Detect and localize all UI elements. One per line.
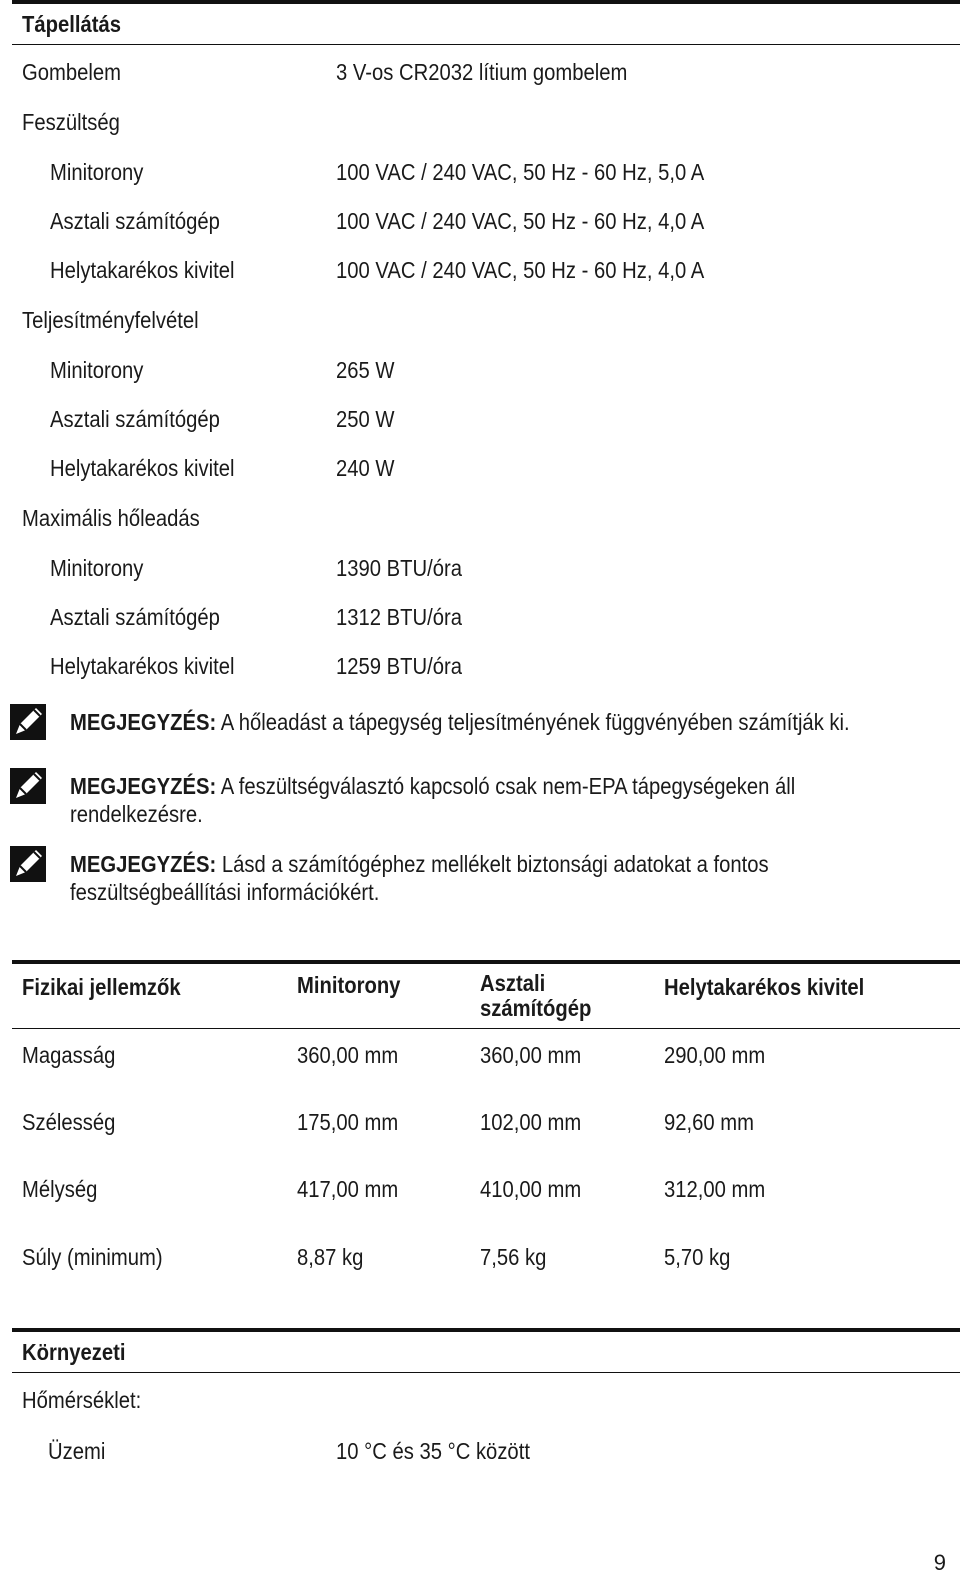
note-pencil-icon bbox=[8, 702, 48, 742]
temperature-label: Hőmérséklet: bbox=[22, 1387, 142, 1413]
power-section-top-rule bbox=[12, 0, 960, 4]
power-section-title: Tápellátás bbox=[22, 11, 121, 37]
heat-row-value: 1259 BTU/óra bbox=[336, 653, 463, 679]
heat-row-label: Asztali számítógép bbox=[50, 604, 220, 630]
note-prefix: MEGJEGYZÉS: bbox=[70, 709, 217, 735]
voltage-row-label: Helytakarékos kivitel bbox=[50, 257, 235, 283]
heat-label: Maximális hőleadás bbox=[22, 505, 200, 531]
note-heat-dissipation bbox=[70, 708, 950, 736]
note-pencil-icon bbox=[8, 844, 48, 884]
voltage-row-value: 100 VAC / 240 VAC, 50 Hz - 60 Hz, 4,0 A bbox=[336, 257, 705, 283]
wattage-row-value: 265 W bbox=[336, 357, 395, 383]
table-cell: 92,60 mm bbox=[664, 1109, 754, 1135]
table-cell: 360,00 mm bbox=[480, 1042, 582, 1068]
table-cell: 102,00 mm bbox=[480, 1109, 582, 1135]
operating-label: Üzemi bbox=[48, 1438, 106, 1464]
environment-header-rule bbox=[12, 1372, 960, 1373]
heat-row-value: 1390 BTU/óra bbox=[336, 555, 463, 581]
table-cell: 417,00 mm bbox=[297, 1176, 399, 1202]
wattage-label: Teljesítményfelvétel bbox=[22, 307, 199, 333]
table-cell: Súly (minimum) bbox=[22, 1244, 163, 1270]
table-cell: 410,00 mm bbox=[480, 1176, 582, 1202]
environment-section-top-rule bbox=[12, 1328, 960, 1332]
physical-header-rule bbox=[12, 1028, 960, 1029]
voltage-row-value: 100 VAC / 240 VAC, 50 Hz - 60 Hz, 4,0 A bbox=[336, 208, 705, 234]
voltage-label: Feszültség bbox=[22, 109, 120, 135]
operating-value: 10 °C és 35 °C között bbox=[336, 1438, 530, 1464]
table-cell: 7,56 kg bbox=[480, 1244, 547, 1270]
note-voltage-switch bbox=[70, 772, 950, 828]
table-cell: 8,87 kg bbox=[297, 1244, 364, 1270]
physical-header-col-0: Fizikai jellemzők bbox=[22, 974, 181, 1000]
table-cell: 175,00 mm bbox=[297, 1109, 399, 1135]
note-text: A hőleadást a tápegység teljesítményének függvényében számítják ki. bbox=[216, 709, 850, 735]
table-cell: Szélesség bbox=[22, 1109, 116, 1135]
note-prefix: MEGJEGYZÉS: bbox=[70, 773, 217, 799]
physical-header-col-1: Minitorony bbox=[297, 972, 401, 998]
environment-section-title: Környezeti bbox=[22, 1339, 126, 1365]
note-text: Lásd a számítógéphez mellékelt biztonsági adatokat a fontos feszültségbeállítási információkért. bbox=[70, 851, 769, 905]
physical-header-col-3: Helytakarékos kivitel bbox=[664, 974, 865, 1000]
heat-row-label: Helytakarékos kivitel bbox=[50, 653, 235, 679]
wattage-row-value: 250 W bbox=[336, 406, 395, 432]
voltage-row-label: Minitorony bbox=[50, 159, 144, 185]
table-cell: Magasság bbox=[22, 1042, 116, 1068]
voltage-row-label: Asztali számítógép bbox=[50, 208, 220, 234]
note-pencil-icon bbox=[8, 766, 48, 806]
note-text: A feszültségválasztó kapcsoló csak nem-EPA tápegységeken áll rendelkezésre. bbox=[70, 773, 796, 827]
table-cell: 5,70 kg bbox=[664, 1244, 731, 1270]
table-cell: 290,00 mm bbox=[664, 1042, 766, 1068]
table-cell: Mélység bbox=[22, 1176, 98, 1202]
physical-table-top-rule bbox=[12, 960, 960, 964]
table-cell: 360,00 mm bbox=[297, 1042, 399, 1068]
heat-row-value: 1312 BTU/óra bbox=[336, 604, 463, 630]
table-cell: 312,00 mm bbox=[664, 1176, 766, 1202]
voltage-row-value: 100 VAC / 240 VAC, 50 Hz - 60 Hz, 5,0 A bbox=[336, 159, 705, 185]
power-section-header-rule bbox=[12, 44, 960, 45]
page-number: 9 bbox=[933, 1550, 946, 1575]
coin-cell-label: Gombelem bbox=[22, 59, 121, 85]
coin-cell-value: 3 V-os CR2032 lítium gombelem bbox=[336, 59, 628, 85]
note-safety-info bbox=[70, 850, 950, 906]
physical-header-col-2: Asztali számítógép bbox=[480, 970, 592, 1021]
wattage-row-value: 240 W bbox=[336, 455, 395, 481]
wattage-row-label: Helytakarékos kivitel bbox=[50, 455, 235, 481]
wattage-row-label: Asztali számítógép bbox=[50, 406, 220, 432]
wattage-row-label: Minitorony bbox=[50, 357, 144, 383]
heat-row-label: Minitorony bbox=[50, 555, 144, 581]
note-prefix: MEGJEGYZÉS: bbox=[70, 851, 217, 877]
